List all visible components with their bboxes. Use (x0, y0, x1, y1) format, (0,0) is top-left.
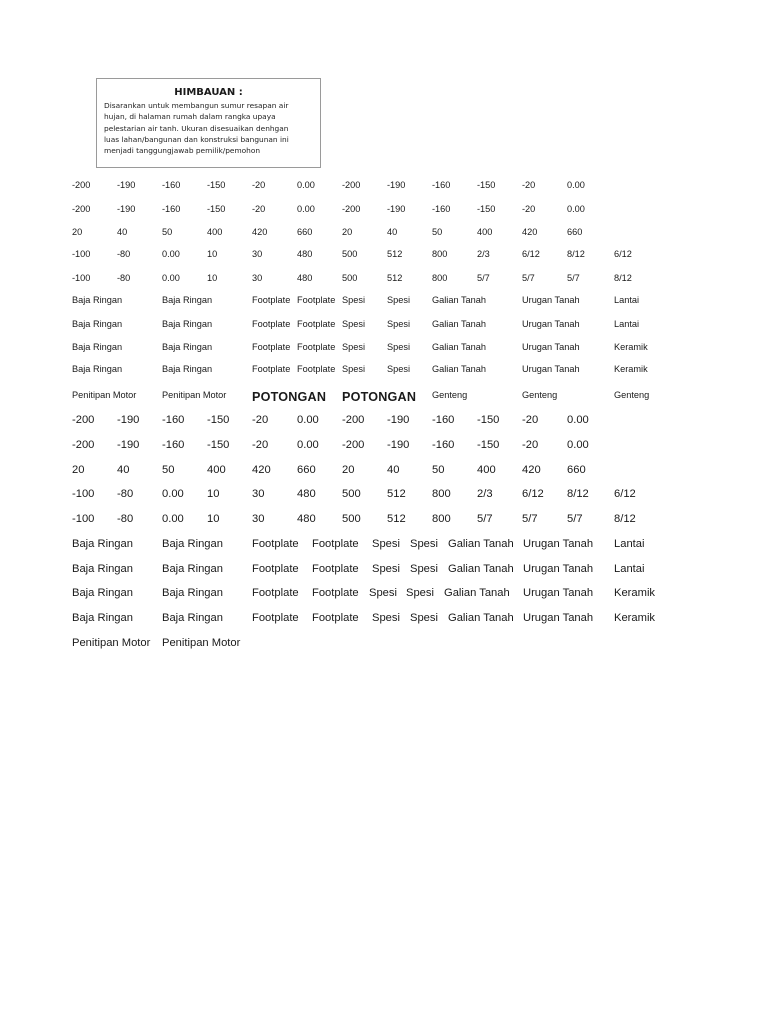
grid-cell: 0.00 (162, 273, 180, 283)
grid-cell: Footplate (297, 319, 336, 329)
grid-cell: Footplate (252, 364, 291, 374)
grid-cell: Spesi (410, 538, 438, 550)
grid-cell: Galian Tanah (432, 319, 486, 329)
grid-cell: 50 (432, 227, 443, 237)
grid-cell: 5/7 (522, 513, 538, 525)
grid-cell: 8/12 (567, 249, 585, 259)
grid-cell: POTONGAN (342, 390, 417, 404)
notice-body (104, 100, 313, 156)
grid-cell: Baja Ringan (162, 364, 213, 374)
grid-cell: 800 (432, 513, 451, 525)
grid-cell: 420 (252, 227, 268, 237)
grid-cell: Galian Tanah (448, 538, 514, 550)
grid-cell: Baja Ringan (72, 563, 133, 575)
grid-cell: Footplate (252, 342, 291, 352)
grid-cell: Footplate (312, 538, 359, 550)
grid-cell: Spesi (342, 319, 365, 329)
grid-cell: -190 (387, 439, 410, 451)
grid-cell: 660 (297, 464, 316, 476)
grid-cell: -200 (72, 439, 95, 451)
grid-cell: 500 (342, 513, 361, 525)
grid-cell: Lantai (614, 319, 640, 329)
grid-cell: 0.00 (162, 513, 184, 525)
grid-cell: Spesi (342, 295, 365, 305)
grid-cell: 480 (297, 513, 316, 525)
grid-cell: 420 (522, 464, 541, 476)
grid-cell: 8/12 (614, 273, 632, 283)
grid-cell: -150 (207, 180, 226, 190)
grid-cell: 2/3 (477, 488, 493, 500)
grid-cell: -190 (387, 180, 406, 190)
grid-cell: 50 (162, 227, 173, 237)
grid-cell: Baja Ringan (162, 538, 223, 550)
grid-cell: -190 (117, 204, 136, 214)
notice-title: HIMBAUAN : (174, 87, 243, 98)
grid-cell: 0.00 (567, 180, 585, 190)
grid-cell: Genteng (522, 390, 558, 400)
grid-cell: 500 (342, 488, 361, 500)
grid-cell: Spesi (406, 587, 434, 599)
grid-cell: -20 (252, 180, 266, 190)
grid-cell: 6/12 (522, 249, 540, 259)
grid-cell: 0.00 (297, 180, 315, 190)
grid-cell: 30 (252, 249, 263, 259)
grid-cell: 660 (567, 227, 583, 237)
grid-cell: 800 (432, 488, 451, 500)
grid-cell: -100 (72, 513, 95, 525)
grid-cell: Urugan Tanah (522, 295, 580, 305)
notice-line: pelestarian air tanh. Ukuran disesuaikan denhgan (104, 123, 289, 133)
grid-cell: Galian Tanah (448, 563, 514, 575)
grid-cell: Galian Tanah (448, 612, 514, 624)
notice-box (96, 78, 321, 168)
grid-cell: 40 (117, 464, 130, 476)
grid-cell: 5/7 (567, 513, 583, 525)
grid-cell: 0.00 (297, 204, 315, 214)
grid-cell: 30 (252, 273, 263, 283)
grid-cell: 10 (207, 488, 220, 500)
grid-cell: Spesi (410, 612, 438, 624)
grid-cell: 5/7 (567, 273, 580, 283)
grid-cell: 420 (522, 227, 538, 237)
grid-cell: 8/12 (614, 513, 636, 525)
grid-cell: Footplate (312, 587, 359, 599)
grid-cell: 400 (207, 464, 226, 476)
grid-cell: -80 (117, 513, 134, 525)
grid-cell: -150 (477, 414, 500, 426)
grid-cell: POTONGAN (252, 390, 327, 404)
grid-cell: Urugan Tanah (523, 612, 594, 624)
grid-cell: Penitipan Motor (72, 637, 151, 649)
grid-cell: Baja Ringan (72, 295, 123, 305)
grid-cell: Keramik (614, 587, 656, 599)
grid-cell: Spesi (387, 295, 410, 305)
grid-cell: Spesi (372, 612, 400, 624)
grid-cell: -200 (342, 439, 365, 451)
grid-cell: 0.00 (162, 249, 180, 259)
grid-cell: 0.00 (162, 488, 184, 500)
grid-cell: Baja Ringan (72, 538, 133, 550)
grid-cell: 480 (297, 273, 313, 283)
grid-cell: Spesi (372, 563, 400, 575)
grid-cell: 6/12 (614, 249, 632, 259)
grid-cell: 10 (207, 513, 220, 525)
grid-cell: 800 (432, 249, 448, 259)
grid-cell: Footplate (252, 587, 299, 599)
grid-cell: Genteng (614, 390, 650, 400)
grid-cell: -190 (117, 180, 136, 190)
grid-cell: Baja Ringan (162, 563, 223, 575)
grid-cell: Keramik (614, 364, 648, 374)
grid-cell: 0.00 (567, 439, 589, 451)
grid-cell: Spesi (387, 364, 410, 374)
grid-cell: Spesi (387, 319, 410, 329)
notice-line: hujan, di halaman rumah dalam rangka upaya (104, 112, 276, 122)
grid-cell: 512 (387, 273, 403, 283)
grid-cell: 800 (432, 273, 448, 283)
grid-cell: 20 (342, 464, 355, 476)
grid-cell: 512 (387, 488, 406, 500)
grid-cell: 660 (297, 227, 313, 237)
grid-cell: Baja Ringan (162, 342, 213, 352)
grid-cell: Baja Ringan (162, 295, 213, 305)
grid-cell: -150 (477, 180, 496, 190)
grid-cell: Spesi (372, 538, 400, 550)
grid-cell: -150 (207, 414, 230, 426)
grid-cell: 500 (342, 249, 358, 259)
grid-cell: 50 (432, 464, 445, 476)
grid-cell: Galian Tanah (444, 587, 510, 599)
grid-cell: 50 (162, 464, 175, 476)
grid-cell: Baja Ringan (162, 612, 223, 624)
grid-cell: Footplate (297, 342, 336, 352)
grid-cell: -20 (522, 439, 539, 451)
grid-cell: Footplate (297, 295, 336, 305)
grid-cell: 10 (207, 249, 218, 259)
grid-cell: -200 (342, 204, 361, 214)
grid-cell: Penitipan Motor (162, 390, 227, 400)
grid-cell: -80 (117, 273, 131, 283)
notice-line: menjadi tanggungjawab pemilik/pemohon (104, 146, 261, 156)
grid-cell: 400 (207, 227, 223, 237)
grid-cell: Urugan Tanah (523, 563, 594, 575)
grid-cell: 30 (252, 488, 265, 500)
grid-cell: Baja Ringan (72, 342, 123, 352)
grid-cell: Keramik (614, 612, 656, 624)
grid-cell: -160 (162, 414, 185, 426)
grid-cell: Baja Ringan (72, 587, 133, 599)
grid-cell: -200 (342, 414, 365, 426)
grid-cell: -100 (72, 488, 95, 500)
grid-cell: Spesi (342, 364, 365, 374)
grid-cell: Baja Ringan (162, 319, 213, 329)
grid-cell: 40 (117, 227, 128, 237)
grid-cell: -100 (72, 249, 91, 259)
grid-cell: Galian Tanah (432, 295, 486, 305)
grid-cell: 400 (477, 464, 496, 476)
grid-cell: 420 (252, 464, 271, 476)
grid-cell: Spesi (387, 342, 410, 352)
grid-cell: 480 (297, 488, 316, 500)
grid-cell: -200 (72, 414, 95, 426)
grid-cell: 0.00 (567, 204, 585, 214)
grid-cell: 20 (72, 227, 83, 237)
grid-cell: Urugan Tanah (522, 319, 580, 329)
notice-line: luas lahan/bangunan dan konstruksi bangunan ini (104, 134, 289, 144)
grid-cell: 660 (567, 464, 586, 476)
grid-cell: -80 (117, 249, 131, 259)
grid-cell: Keramik (614, 342, 648, 352)
grid-cell: -150 (207, 439, 230, 451)
grid-cell: Penitipan Motor (72, 390, 137, 400)
grid-cell: Baja Ringan (72, 364, 123, 374)
grid-cell: -20 (252, 204, 266, 214)
grid-cell: Lantai (614, 563, 645, 575)
grid-cell: -20 (252, 439, 269, 451)
grid-cell: -160 (162, 180, 181, 190)
grid-cell: 20 (342, 227, 353, 237)
grid-cell: Urugan Tanah (523, 538, 594, 550)
grid-cell: 10 (207, 273, 218, 283)
grid-cell: -160 (432, 414, 455, 426)
grid-cell: 5/7 (477, 513, 493, 525)
grid-cell: 5/7 (477, 273, 490, 283)
grid-cell: Footplate (312, 612, 359, 624)
grid-cell: 480 (297, 249, 313, 259)
grid-cell: -190 (117, 414, 140, 426)
grid-cell: 6/12 (522, 488, 544, 500)
grid-cell: -150 (207, 204, 226, 214)
grid-cell: -20 (522, 414, 539, 426)
grid-cell: -100 (72, 273, 91, 283)
grid-cell: -150 (477, 439, 500, 451)
grid-cell: -160 (432, 180, 451, 190)
grid-cell: Baja Ringan (72, 319, 123, 329)
grid-cell: Galian Tanah (432, 364, 486, 374)
grid-cell: -20 (522, 180, 536, 190)
grid-cell: -160 (432, 439, 455, 451)
grid-cell: Spesi (369, 587, 397, 599)
grid-cell: -200 (72, 180, 91, 190)
grid-cell: Baja Ringan (72, 612, 133, 624)
grid-cell: Footplate (252, 563, 299, 575)
grid-cell: Footplate (252, 612, 299, 624)
grid-cell: -160 (432, 204, 451, 214)
grid-cell: 20 (72, 464, 85, 476)
grid-cell: 0.00 (297, 439, 319, 451)
grid-cell: Lantai (614, 538, 645, 550)
grid-cell: Spesi (342, 342, 365, 352)
grid-cell: -190 (387, 204, 406, 214)
grid-cell: Urugan Tanah (522, 342, 580, 352)
grid-cell: Spesi (410, 563, 438, 575)
grid-cell: Footplate (252, 319, 291, 329)
grid-cell: Footplate (252, 295, 291, 305)
grid-cell: 6/12 (614, 488, 636, 500)
grid-cell: -20 (252, 414, 269, 426)
grid-cell: Galian Tanah (432, 342, 486, 352)
grid-cell: 8/12 (567, 488, 589, 500)
grid-cell: 0.00 (567, 414, 589, 426)
grid-cell: Footplate (297, 364, 336, 374)
grid-cell: -80 (117, 488, 134, 500)
grid-cell: Genteng (432, 390, 468, 400)
grid-cell: -20 (522, 204, 536, 214)
grid-cell: -160 (162, 204, 181, 214)
grid-cell: Footplate (252, 538, 299, 550)
grid-cell: Footplate (312, 563, 359, 575)
grid-cell: Penitipan Motor (162, 637, 241, 649)
notice-line: Disarankan untuk membangun sumur resapan air (104, 101, 289, 110)
grid-cell: -190 (117, 439, 140, 451)
grid-cell: 30 (252, 513, 265, 525)
grid-cell: -190 (387, 414, 410, 426)
grid-cell: 400 (477, 227, 493, 237)
grid-cell: -200 (342, 180, 361, 190)
grid-cell: Lantai (614, 295, 640, 305)
grid-cell: 512 (387, 513, 406, 525)
grid-cell: 0.00 (297, 414, 319, 426)
grid-cell: 500 (342, 273, 358, 283)
grid-cell: 2/3 (477, 249, 490, 259)
grid-cell: 512 (387, 249, 403, 259)
grid-cell: -200 (72, 204, 91, 214)
grid-cell: 5/7 (522, 273, 535, 283)
grid-cell: Baja Ringan (162, 587, 223, 599)
grid-cell: -160 (162, 439, 185, 451)
grid-cell: Urugan Tanah (522, 364, 580, 374)
grid-cell: 40 (387, 464, 400, 476)
grid-cell: 40 (387, 227, 398, 237)
grid-cell: -150 (477, 204, 496, 214)
grid-cell: Urugan Tanah (523, 587, 594, 599)
